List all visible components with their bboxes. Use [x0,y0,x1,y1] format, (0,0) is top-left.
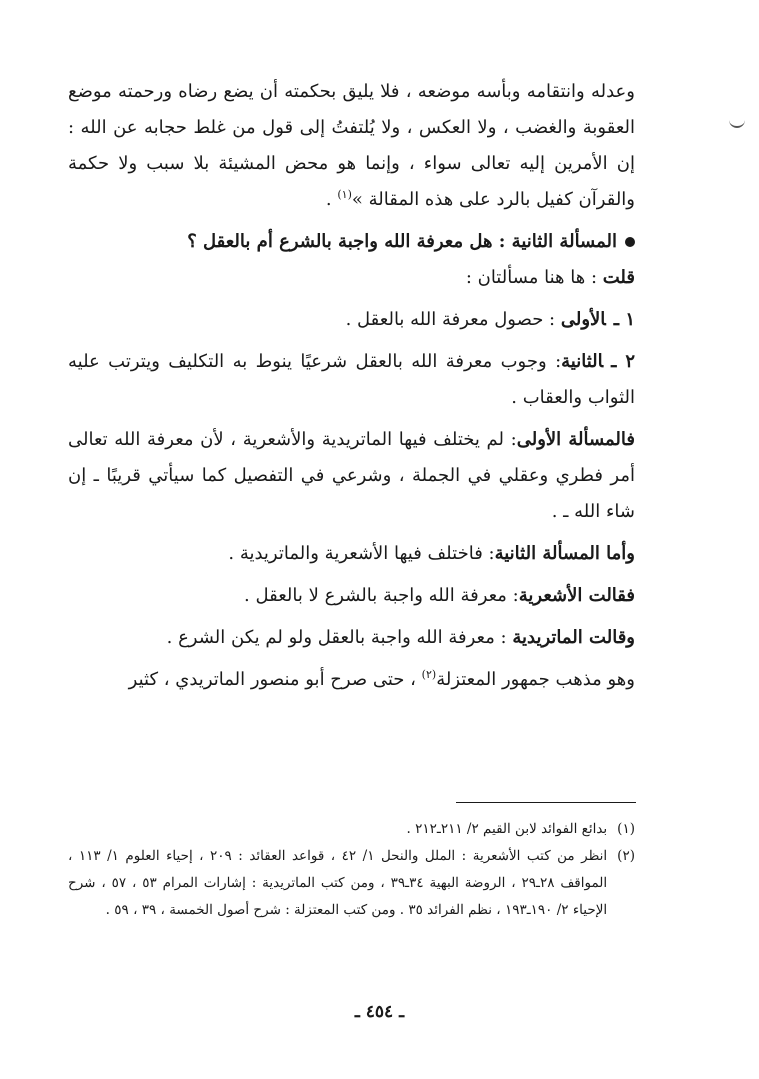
footnote-number: (١) [617,821,635,837]
second-issue-label: وأما المسألة الثانية [494,543,635,564]
intro-tail: . [325,189,338,210]
ashari-paragraph [68,578,635,614]
maturidi-paragraph [68,620,635,656]
qult-paragraph [68,260,635,296]
second-issue-paragraph [68,536,635,572]
footnotes [68,816,635,924]
qult-text: : ها هنا مسألتان : [465,267,603,288]
ashari-label: فقالت الأشعرية [518,585,635,606]
section-heading [68,224,635,260]
last-text-a: وهو مذهب جمهور المعتزلة [436,669,635,690]
maturidi-text: : معرفة الله واجبة بالعقل ولو لم يكن الشرع . [166,627,513,648]
item2-label: الثانية [561,351,604,372]
item1-text: : حصول معرفة الله بالعقل . [345,309,561,330]
footnote-divider [456,802,636,803]
item2-text: : وجوب معرفة الله بالعقل شرعيًا ينوط به التكليف ويترتب عليه الثواب والعقاب . [68,351,635,408]
footnote-ref-2[interactable]: (٢) [421,668,437,681]
last-paragraph [68,662,635,698]
qult-label: قلت [602,267,635,288]
list-item-1 [68,302,635,338]
footnote-1 [68,816,635,843]
margin-mark [729,118,745,128]
maturidi-label: وقالت الماتريدية [512,627,635,648]
ashari-text: : معرفة الله واجبة بالشرع لا بالعقل . [244,585,519,606]
item1-label: الأولى [560,309,606,330]
first-issue-text: : لم يختلف فيها الماتريدية والأشعرية ، لأن معرفة الله تعالى أمر فطري وعقلي في الجملة ، وشرعي في التفصيل كما سيأتي قريبًا ـ إن شاء الله ـ . [68,429,635,522]
last-text-b: ، حتى صرح أبو منصور الماتريدي ، كثير [128,669,422,690]
first-issue-paragraph [68,422,635,530]
item1-number: ١ ـ [613,309,635,330]
footnote-2 [68,843,635,924]
page-number: ـ ٤٥٤ ـ [354,1002,405,1022]
footnote-number: (٢) [617,848,635,864]
first-issue-label: فالمسألة الأولى [516,429,635,450]
bullet-icon [625,237,635,247]
intro-paragraph [68,74,635,218]
footnote-text: انظر من كتب الأشعرية : الملل والنحل ١/ ٤٢ ، قواعد العقائد : ٢٠٩ ، إحياء العلوم ١/ ١١٣ ، المواقف ٢٨ـ٢٩ ، الروضة البهية ٣٤ـ٣٩ ، ومن كتب الماتريدية : إشارات المرام ٥٣ ، ٥٧ ، شرح الإحياء ٢/ ١٩٠ـ١٩٣ ، نظم الفرائد ٣٥ . ومن كتب المعتزلة : شرح أصول الخمسة ، ٣٩ ، ٥٩ . [68,848,608,918]
intro-text: وعدله وانتقامه وبأسه موضعه ، فلا يليق بحكمته أن يضع رضاه ورحمته موضع العقوبة والغضب ، ولا العكس ، ولا يُلتفتُ إلى قول من غلط حجابه عن الله : إن الأمرين إليه تعالى سواء ، وإنما هو محض المشيئة بلا سبب ولا حكمة والقرآن كفيل بالرد على هذه المقالة » [68,81,635,210]
second-issue-text: : فاختلف فيها الأشعرية والماتريدية . [228,543,495,564]
item2-number: ٢ ـ [611,351,636,372]
page-body [68,74,635,1079]
footnote-text: بدائع الفوائد لابن القيم ٢/ ٢١١ـ٢١٢ . [406,821,608,837]
list-item-2 [68,344,635,416]
footnote-ref-1[interactable]: (١) [337,188,352,201]
section-heading-text: المسألة الثانية : هل معرفة الله واجبة بالشرع أم بالعقل ؟ [187,231,617,252]
